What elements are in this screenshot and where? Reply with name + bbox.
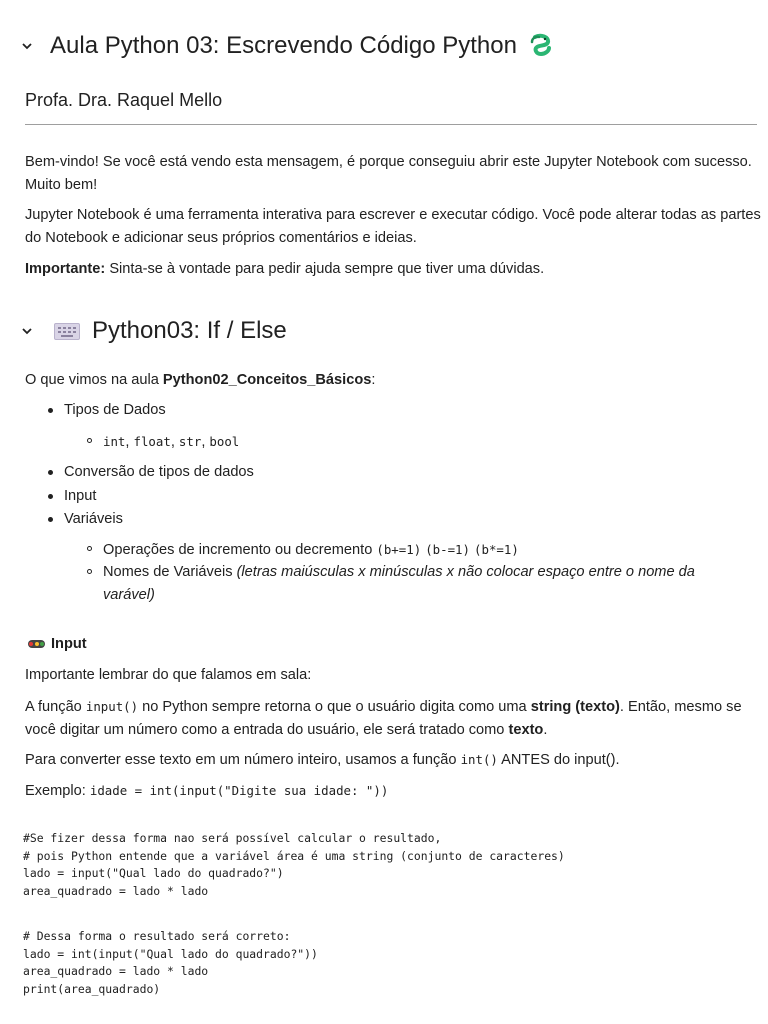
notebook-heading-1 bbox=[0, 28, 768, 64]
list-item: Input bbox=[64, 485, 96, 508]
text: Para converter esse texto em um número inteiro, usamos a função bbox=[25, 752, 461, 768]
op-code: (b-=1) bbox=[425, 542, 470, 557]
type-code: str bbox=[178, 434, 202, 449]
type-code: float bbox=[133, 434, 171, 449]
text: Exemplo: bbox=[25, 783, 90, 799]
type-code: bool bbox=[209, 434, 240, 449]
code-cell-2[interactable]: # Dessa forma o resultado será correto: lado = int(input("Qual lado do quadrado?")) area_quadrado = lado * lado print(area_quadrado) bbox=[23, 929, 318, 996]
intro-paragraph-3 bbox=[25, 258, 761, 281]
snake-emoji-icon bbox=[527, 33, 553, 59]
collapse-chevron-icon[interactable] bbox=[18, 37, 36, 55]
section-title: Python03: If / Else bbox=[92, 317, 287, 344]
op-code: (b*=1) bbox=[474, 542, 519, 557]
important-label: Importante: bbox=[25, 261, 106, 277]
text: A função bbox=[25, 699, 86, 715]
author-name: Profa. Dra. Raquel Mello bbox=[25, 90, 223, 110]
divider bbox=[25, 124, 757, 125]
important-text: Sinta-se à vontade para pedir ajuda sempre que tiver uma dúvidas. bbox=[105, 261, 545, 277]
sub-item-text: Operações de incremento ou decremento bbox=[103, 542, 377, 558]
recap-lead bbox=[25, 369, 761, 392]
intro-paragraph-2: Jupyter Notebook é uma ferramenta interativa para escrever e executar código. Você pode alterar todas as partes do Notebook e adicionar seus próprios comentários e ideias. bbox=[25, 207, 761, 246]
recap-lead-bold: Python02_Conceitos_Básicos bbox=[162, 372, 372, 388]
text: no Python sempre retorna o que o usuário digita como uma bbox=[138, 699, 531, 715]
recap-lead-text: O que vimos na aula bbox=[25, 372, 163, 388]
collapse-chevron-icon[interactable] bbox=[18, 322, 36, 340]
input-paragraph-2 bbox=[25, 695, 745, 742]
traffic-light-icon bbox=[28, 640, 45, 648]
input-heading-text: Input bbox=[51, 636, 87, 652]
inline-code: idade = int(input("Digite sua idade: ")) bbox=[89, 783, 389, 798]
code-cell-1[interactable]: #Se fizer dessa forma nao será possível calcular o resultado, # pois Python entende que a variável área é uma string (conjunto de caracteres) lado = input("Qual lado do quadrado?") area_quadrado = lado * lado bbox=[23, 831, 565, 898]
bold-text: texto bbox=[508, 722, 544, 738]
input-paragraph-1: Importante lembrar do que falamos em sala: bbox=[25, 667, 312, 683]
list-item bbox=[103, 538, 519, 562]
keyboard-emoji-icon bbox=[54, 323, 80, 340]
sub-item-text: Nomes de Variáveis bbox=[103, 564, 237, 580]
sub-item-italic: (letras maiúsculas x minúsculas x não colocar espaço entre o nome da varável) bbox=[103, 564, 695, 603]
list-item: Tipos de Dados bbox=[64, 399, 166, 422]
text: . bbox=[543, 722, 548, 738]
text: ANTES do input(). bbox=[497, 752, 620, 768]
op-code: (b+=1) bbox=[376, 542, 422, 557]
list-item: int, float, str, bool bbox=[103, 430, 239, 454]
list-item bbox=[103, 561, 743, 607]
notebook-heading-2 bbox=[0, 314, 768, 348]
list-item: Variáveis bbox=[64, 508, 123, 531]
inline-code: int() bbox=[460, 752, 498, 767]
input-heading bbox=[28, 636, 87, 652]
intro-paragraph-1: Bem-vindo! Se você está vendo esta mensagem, é porque conseguiu abrir este Jupyter Notebook com sucesso. Muito bem! bbox=[25, 154, 752, 193]
type-code: int bbox=[103, 434, 126, 449]
text: . Então, mesmo se você digitar um número como a entrada do usuário, ele será tratado como bbox=[25, 699, 742, 738]
input-paragraph-3 bbox=[25, 748, 761, 772]
input-paragraph-4 bbox=[25, 779, 761, 803]
bold-text: string (texto) bbox=[530, 699, 620, 715]
list-item: Conversão de tipos de dados bbox=[64, 461, 254, 484]
inline-code: input() bbox=[85, 699, 139, 714]
recap-lead-end: : bbox=[371, 372, 376, 388]
page-title: Aula Python 03: Escrevendo Código Python bbox=[50, 32, 517, 59]
